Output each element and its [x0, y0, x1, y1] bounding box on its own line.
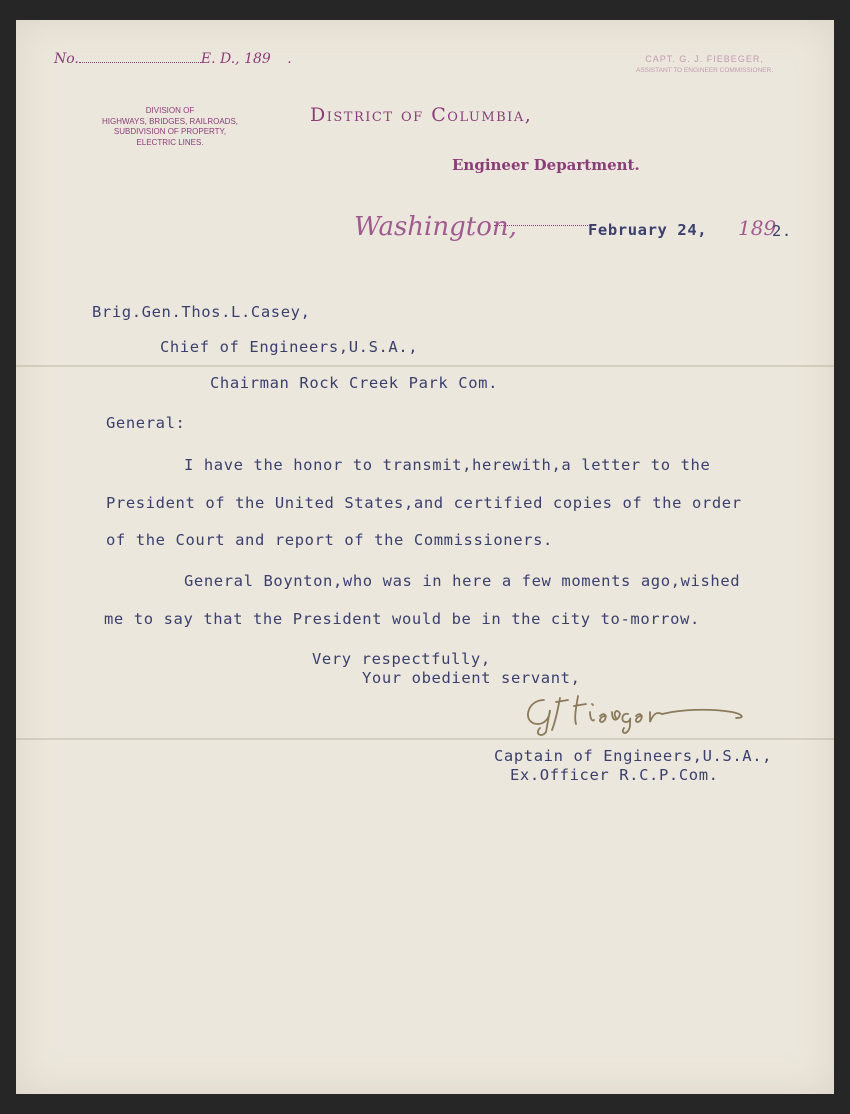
body-line: of the Court and report of the Commissioners.	[106, 531, 553, 549]
city-name: Washington,	[354, 212, 517, 242]
handwritten-signature	[516, 682, 756, 742]
addressee-committee: Chairman Rock Creek Park Com.	[210, 374, 499, 392]
salutation: General:	[106, 414, 186, 432]
division-line: ELECTRIC LINES.	[136, 137, 204, 147]
division-line: HIGHWAYS, BRIDGES, RAILROADS,	[101, 116, 239, 126]
ed-dot: .	[287, 51, 292, 67]
date-typed: February 24,	[588, 221, 708, 239]
date-leader	[494, 225, 594, 226]
signatory-title: Captain of Engineers,U.S.A.,	[494, 747, 773, 765]
addressee: Brig.Gen.Thos.L.Casey,	[92, 303, 311, 321]
year-prefix: 189	[738, 216, 777, 240]
closing-line: Very respectfully,	[312, 650, 491, 668]
signatory-role: Ex.Officer R.C.P.Com.	[510, 766, 719, 784]
file-number-line	[54, 50, 292, 67]
division-block	[80, 106, 260, 148]
addressee-title: Chief of Engineers,U.S.A.,	[160, 338, 419, 356]
body-line: General Boynton,who was in here a few moments ago,wished	[184, 572, 741, 590]
year-suffix: 2.	[772, 222, 792, 240]
body-line: I have the honor to transmit,herewith,a letter to the	[184, 456, 711, 474]
division-line: SUBDIVISION OF PROPERTY,	[113, 127, 227, 136]
body-line: me to say that the President would be in the city to-morrow.	[104, 610, 700, 628]
closing-line: Your obedient servant,	[362, 669, 581, 687]
department-name: Engineer Department.	[452, 156, 640, 174]
paper-fold-line	[16, 365, 834, 367]
dotted-leader	[79, 50, 201, 63]
ed-label: E. D., 189	[200, 51, 271, 67]
officer-stamp	[636, 54, 773, 76]
stamp-line-1: CAPT. G. J. FIEBEGER,	[645, 54, 764, 64]
letterhead-title: District of Columbia,	[310, 104, 533, 126]
division-line: DIVISION OF	[145, 106, 195, 115]
no-label: No.	[54, 51, 79, 67]
letter-paper	[16, 20, 834, 1094]
stamp-line-2: ASSISTANT TO ENGINEER COMMISSIONER.	[636, 67, 774, 74]
body-line: President of the United States,and certified copies of the order	[106, 494, 742, 512]
